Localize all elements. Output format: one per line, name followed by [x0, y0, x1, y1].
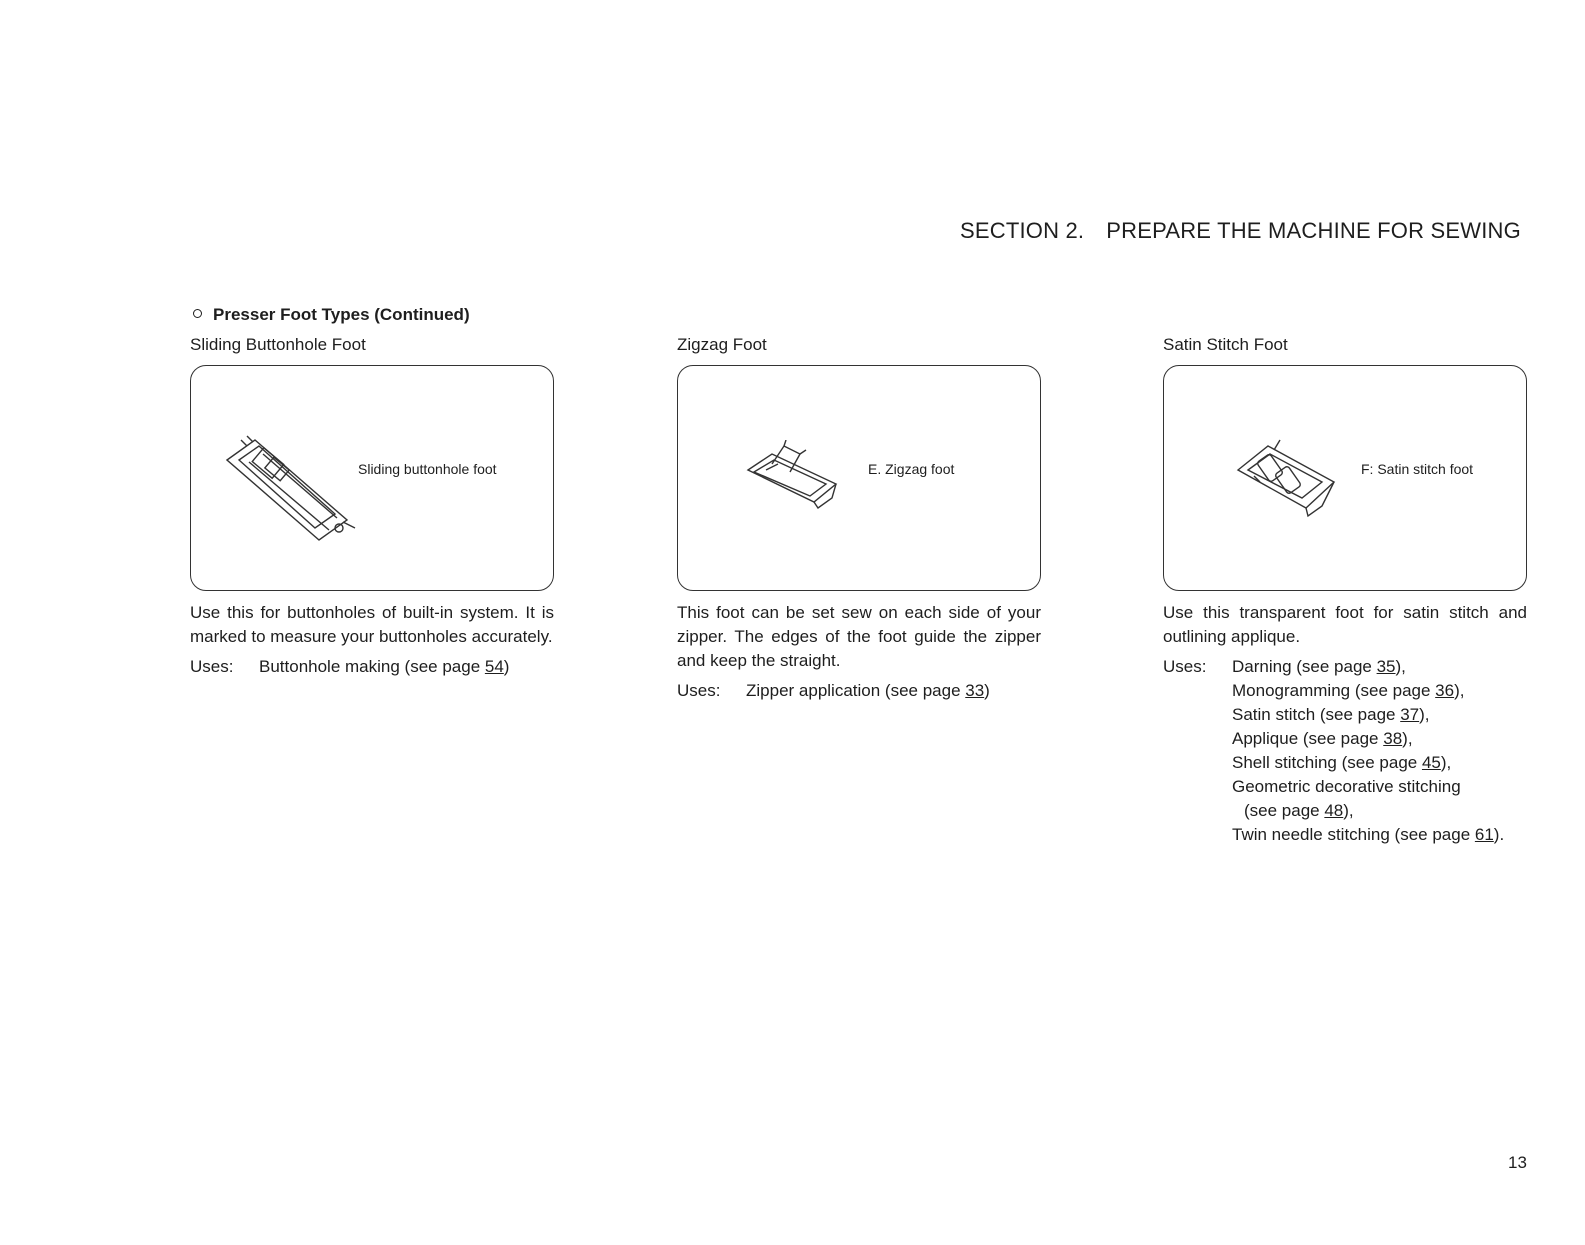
section-header	[960, 218, 1530, 244]
page-link[interactable]: 48	[1324, 801, 1344, 820]
uses-label: Uses:	[1163, 657, 1207, 676]
use-item: Monogramming (see page 36),	[1232, 681, 1465, 700]
use-item: Darning (see page 35),	[1232, 657, 1406, 676]
column-satin-stitch-foot	[1163, 333, 1527, 847]
page-link[interactable]: 38	[1383, 729, 1403, 748]
subheading	[193, 305, 470, 325]
use-item: Applique (see page 38),	[1232, 729, 1413, 748]
column-zigzag-foot	[677, 333, 1041, 703]
foot-title: Satin Stitch Foot	[1163, 335, 1288, 354]
illustration-frame	[677, 365, 1041, 591]
page-link[interactable]: 36	[1435, 681, 1455, 700]
foot-description: Use this transparent foot for satin stitch and outlining applique.	[1163, 603, 1527, 646]
illustration-frame	[1163, 365, 1527, 591]
use-item: Satin stitch (see page 37),	[1232, 705, 1430, 724]
use-item: Zipper application (see page 33)	[746, 681, 990, 700]
use-item: Buttonhole making (see page 54)	[259, 657, 510, 676]
section-title: PREPARE THE MACHINE FOR SEWING	[1106, 218, 1521, 243]
foot-title: Sliding Buttonhole Foot	[190, 335, 366, 354]
zigzag-foot-icon	[742, 440, 842, 510]
page-link[interactable]: 37	[1400, 705, 1420, 724]
foot-uses	[190, 655, 554, 679]
subheading-text: Presser Foot Types (Continued)	[213, 305, 470, 324]
use-item: (see page 48),	[1244, 801, 1354, 820]
page-link[interactable]: 54	[484, 657, 504, 676]
foot-description: This foot can be set sew on each side of your zipper. The edges of the foot guide the zipper and keep the straight.	[677, 603, 1041, 670]
illustration-frame	[190, 365, 554, 591]
foot-description: Use this for buttonholes of built-in system. It is marked to measure your buttonholes accurately.	[190, 603, 554, 646]
foot-callout: F: Satin stitch foot	[1361, 461, 1474, 477]
use-item: Geometric decorative stitching	[1232, 777, 1461, 796]
foot-callout: Sliding buttonhole foot	[358, 461, 497, 477]
section-number: SECTION 2.	[960, 218, 1085, 243]
foot-uses	[1163, 655, 1527, 847]
page-link[interactable]: 61	[1474, 825, 1494, 844]
sliding-buttonhole-foot-icon	[219, 432, 359, 542]
uses-label: Uses:	[190, 657, 234, 676]
foot-title: Zigzag Foot	[677, 335, 767, 354]
page-number: 13	[1508, 1153, 1527, 1172]
use-item: Shell stitching (see page 45),	[1232, 753, 1452, 772]
satin-stitch-foot-icon	[1234, 436, 1338, 518]
bullet-icon	[193, 309, 202, 318]
uses-label: Uses:	[677, 681, 721, 700]
use-item: Twin needle stitching (see page 61).	[1232, 825, 1505, 844]
column-sliding-buttonhole-foot	[190, 333, 554, 679]
foot-uses	[677, 679, 1041, 703]
page-link[interactable]: 35	[1376, 657, 1396, 676]
foot-callout: E. Zigzag foot	[868, 461, 955, 477]
page-link[interactable]: 33	[965, 681, 985, 700]
page-link[interactable]: 45	[1421, 753, 1441, 772]
